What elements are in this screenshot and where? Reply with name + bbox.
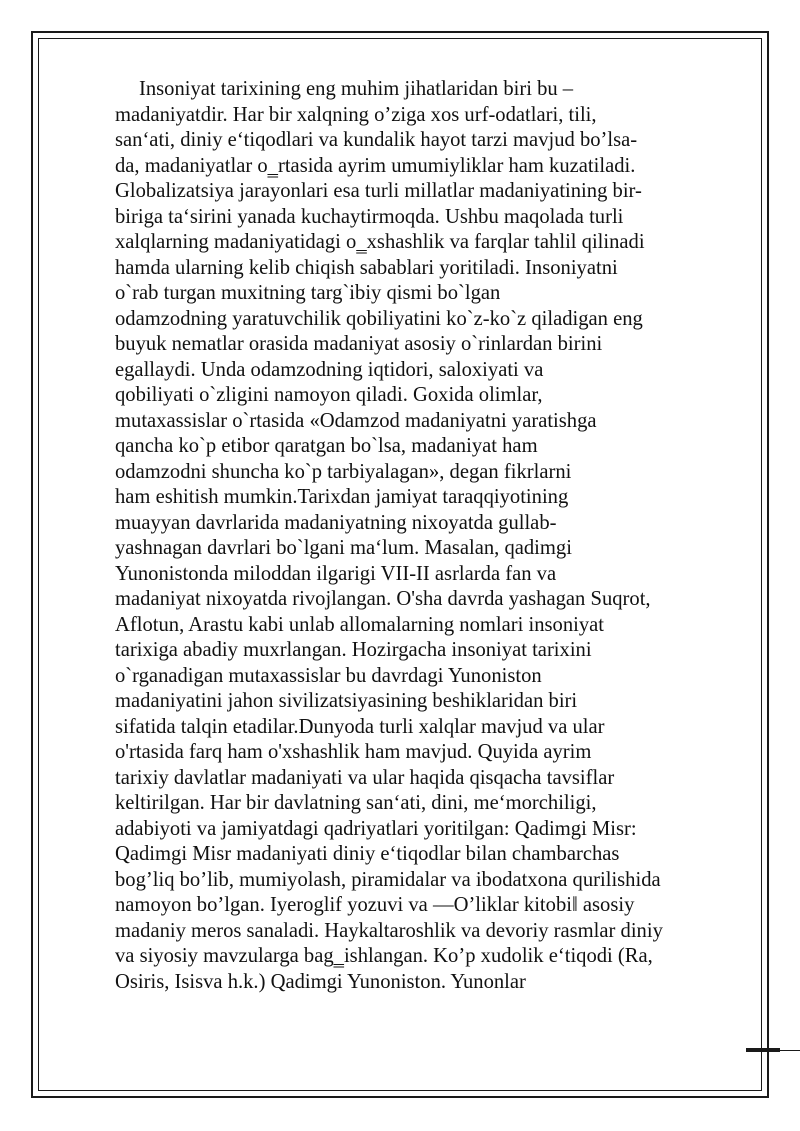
- text-line: o`rganadigan mutaxassislar bu davrdagi Yunoniston: [115, 664, 542, 687]
- article-body: [115, 77, 740, 995]
- text-line: ham eshitish mumkin.Tarixdan jamiyat taraqqiyotining: [115, 486, 569, 508]
- text-line: odamzodni shuncha ko`p tarbiyalagan», degan fikrlarni: [115, 460, 572, 483]
- text-line: madaniy meros sanaladi. Haykaltaroshlik va devoriy rasmlar diniy: [115, 919, 663, 942]
- page-edge-marker-thick: [746, 1048, 780, 1052]
- text-line: hamda ularning kelib chiqish sabablari yoritiladi. Insoniyatni: [115, 256, 618, 279]
- text-line: egallaydi. Unda odamzodning iqtidori, saloxiyati va: [115, 358, 544, 381]
- text-line: buyuk nematlar orasida madaniyat asosiy o`rinlardan birini: [115, 333, 603, 355]
- text-line: o'rtasida farq ham o'xshashlik ham mavjud. Quyida ayrim: [115, 741, 592, 763]
- text-line: yashnagan davrlari bo`lgani ma‘lum. Masalan, qadimgi: [115, 537, 572, 559]
- text-line: qobiliyati o`zligini namoyon qiladi. Goxida olimlar,: [115, 384, 543, 406]
- text-line: biriga ta‘sirini yanada kuchaytirmoqda. Ushbu maqolada turli: [115, 205, 624, 228]
- text-line: Yunonistonda miloddan ilgarigi VII-II asrlarda fan va: [115, 562, 557, 585]
- text-line: madaniyatini jahon sivilizatsiyasining beshiklaridan biri: [115, 690, 578, 712]
- text-line: sifatida talqin etadilar.Dunyoda turli xalqlar mavjud va ular: [115, 715, 605, 738]
- text-line: tarixiy davlatlar madaniyati va ular haqida qisqacha tavsiflar: [115, 766, 615, 789]
- text-line: san‘ati, diniy e‘tiqodlari va kundalik hayot tarzi mavjud bo’lsa-: [115, 129, 638, 151]
- text-line: va siyosiy mavzularga bag‗ishlangan. Ko’p xudolik e‘tiqodi (Ra,: [115, 945, 653, 967]
- text-line: adabiyoti va jamiyatdagi qadriyatlari yoritilgan: Qadimgi Misr:: [115, 817, 637, 840]
- text-line: qancha ko`p etibor qaratgan bo`lsa, madaniyat ham: [115, 435, 538, 457]
- text-line: madaniyat nixoyatda rivojlangan. O'sha davrda yashagan Suqrot,: [115, 588, 651, 610]
- text-line: muayyan davrlarida madaniyatning nixoyatda gullab-: [115, 511, 557, 534]
- page-edge-marker: [746, 1048, 800, 1054]
- text-line: mutaxassislar o`rtasida «Odamzod madaniyatni yaratishga: [115, 409, 597, 432]
- text-line: tarixiga abadiy muxrlangan. Hozirgacha insoniyat tarixini: [115, 639, 592, 661]
- text-line: Osiris, Isisva h.k.) Qadimgi Yunoniston. Yunonlar: [115, 970, 526, 993]
- text-line: o`rab turgan muxitning targ`ibiy qismi bo`lgan: [115, 282, 501, 304]
- text-line: odamzodning yaratuvchilik qobiliyatini ko`z-ko`z qiladigan eng: [115, 307, 643, 330]
- text-line: keltirilgan. Har bir davlatning san‘ati, dini, me‘morchiligi,: [115, 792, 597, 814]
- page-edge-marker-thin: [780, 1050, 800, 1051]
- text-line: Globalizatsiya jarayonlari esa turli millatlar madaniyatining bir-: [115, 180, 642, 202]
- text-line: Aflotun, Arastu kabi unlab allomalarning nomlari insoniyat: [115, 613, 605, 636]
- text-line: Qadimgi Misr madaniyati diniy e‘tiqodlar bilan chambarchas: [115, 843, 620, 865]
- text-line: madaniyatdir. Har bir xalqning o’ziga xos urf-odatlari, tili,: [115, 103, 597, 126]
- text-line: da, madaniyatlar o‗rtasida ayrim umumiyliklar ham kuzatiladi.: [115, 154, 636, 177]
- text-line: Insoniyat tarixining eng muhim jihatlaridan biri bu –: [139, 78, 574, 100]
- text-line: namoyon bo’lgan. Iyeroglif yozuvi va ―O’liklar kitobi‖ asosiy: [115, 894, 635, 916]
- text-line: xalqlarning madaniyatidagi o‗xshashlik va farqlar tahlil qilinadi: [115, 231, 645, 253]
- text-line: bog’liq bo’lib, mumiyolash, piramidalar va ibodatxona qurilishida: [115, 868, 661, 891]
